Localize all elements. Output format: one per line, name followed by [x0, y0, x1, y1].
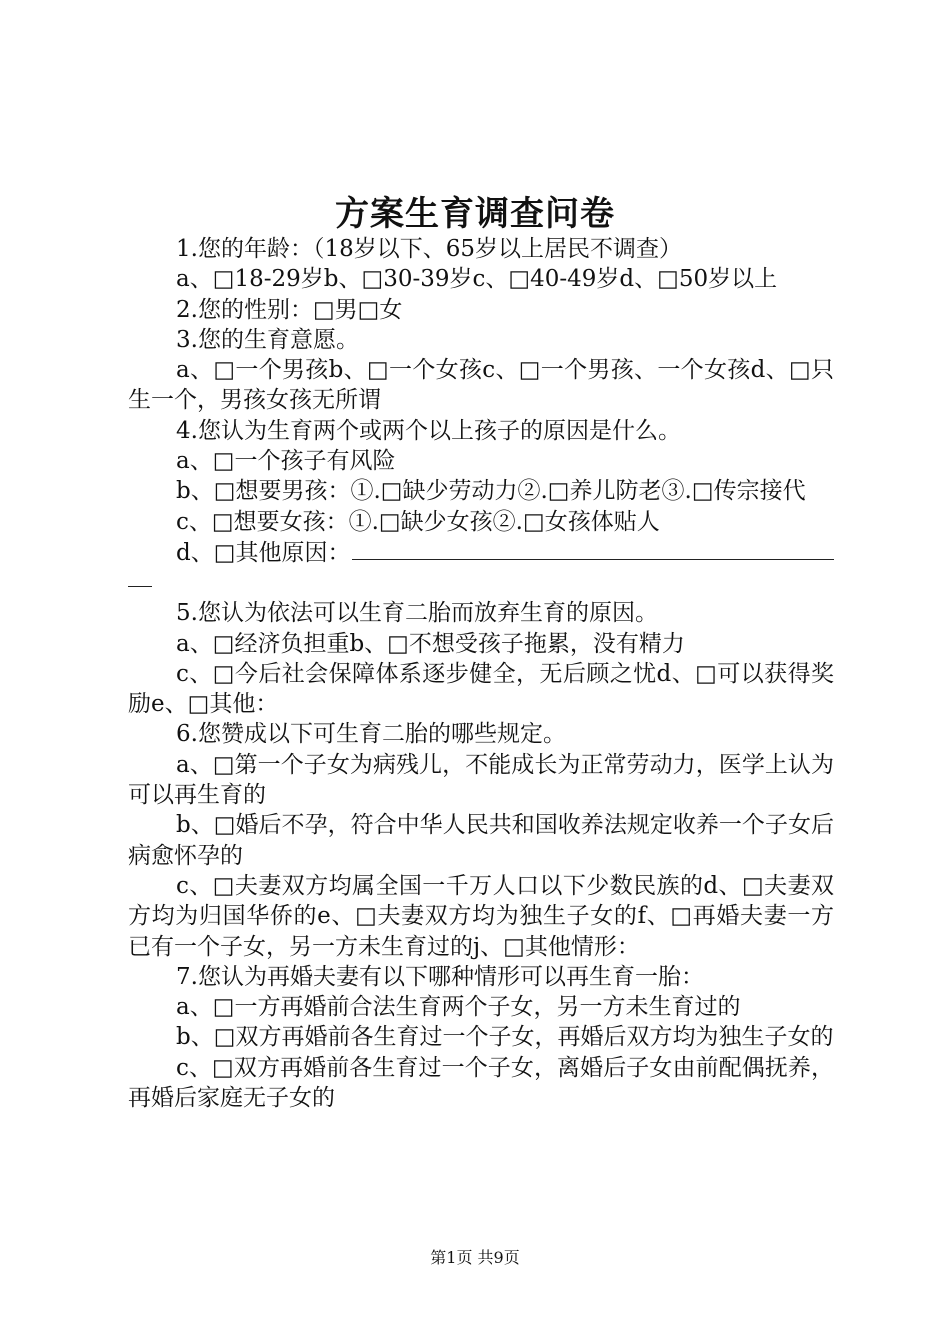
- other-reason-blank: [352, 537, 834, 560]
- questionnaire-body: [128, 234, 834, 1113]
- paragraph: c、□想要女孩：①.□缺少女孩②.□女孩体贴人: [176, 508, 660, 535]
- paragraph: a、□18-29岁b、□30-39岁c、□40-49岁d、□50岁以上: [176, 266, 778, 293]
- paragraph: a、□一方再婚前合法生育两个子女，另一方未生育过的: [176, 994, 741, 1021]
- other-reason-line: [128, 537, 834, 568]
- paragraph: a、□经济负担重b、□不想受孩子拖累，没有精力: [176, 630, 685, 657]
- paragraph: 2.您的性别：□男□女: [176, 296, 403, 323]
- paragraph: 1.您的年龄：（18岁以下、65岁以上居民不调查）: [176, 236, 682, 262]
- paragraph: 4.您认为生育两个或两个以上孩子的原因是什么。: [176, 417, 681, 444]
- paragraph: 7.您认为再婚夫妻有以下哪种情形可以再生育一胎：: [176, 963, 704, 990]
- paragraph: c、□双方再婚前各生育过一个子女，离婚后子女由前配偶抚养，再婚后家庭无子女的: [128, 1054, 834, 1112]
- paragraph: b、□婚后不孕，符合中华人民共和国收养法规定收养一个子女后病愈怀孕的: [128, 812, 834, 869]
- blank-tail-line: [128, 568, 152, 587]
- paragraph: b、□想要男孩：①.□缺少劳动力②.□养儿防老③.□传宗接代: [176, 478, 806, 505]
- paragraph: 3.您的生育意愿。: [176, 326, 359, 353]
- paragraph: c、□夫妻双方均属全国一千万人口以下少数民族的d、□夫妻双方均为归国华侨的e、□夫妻双方均为独生子女的f、□再婚夫妻一方已有一个子女，另一方未生育过的j、□其他情形：: [128, 872, 834, 960]
- paragraph: 5.您认为依法可以生育二胎而放弃生育的原因。: [176, 600, 658, 627]
- paragraph: a、□一个孩子有风险: [176, 448, 396, 475]
- paragraph: a、□第一个子女为病残儿，不能成长为正常劳动力，医学上认为可以再生育的: [128, 751, 834, 809]
- paragraph: a、□一个男孩b、□一个女孩c、□一个男孩、一个女孩d、□只生一个，男孩女孩无所谓: [128, 357, 834, 414]
- paragraph: c、□今后社会保障体系逐步健全，无后顾之忧d、□可以获得奖励e、□其他：: [128, 660, 834, 718]
- page-footer: 第1页 共9页: [430, 1248, 520, 1267]
- paragraph: 6.您赞成以下可生育二胎的哪些规定。: [176, 721, 566, 748]
- other-reason-blank-continued: [128, 568, 834, 598]
- other-reason-label: d、□其他原因：: [176, 539, 351, 566]
- document-title: 方案生育调查问卷: [335, 194, 615, 234]
- paragraph: b、□双方再婚前各生育过一个子女，再婚后双方均为独生子女的: [176, 1024, 834, 1051]
